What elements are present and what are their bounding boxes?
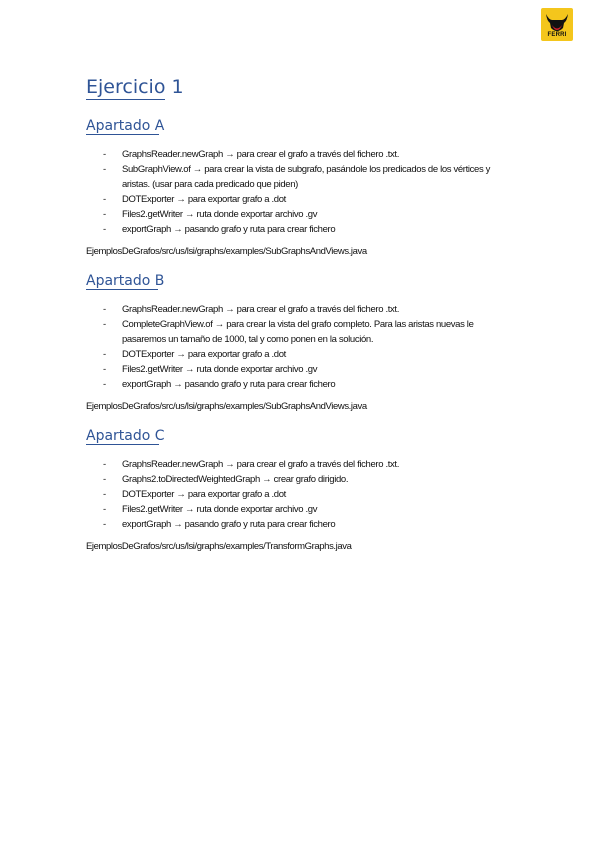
list-item: - Graphs2.toDirectedWeightedGraph → crear grafo dirigido. [0,472,599,487]
list-item: - DOTExporter → para exportar grafo a .dot [0,192,599,207]
section-list-c [0,457,599,532]
list-item: - Files2.getWriter → ruta donde exportar archivo .gv [0,207,599,222]
list-item: - GraphsReader.newGraph → para crear el grafo a través del fichero .txt. [0,302,599,317]
section-title-b: Apartado B [86,273,165,289]
section-title-c: Apartado C [86,428,165,444]
list-item: - exportGraph → pasando grafo y ruta para crear fichero [0,377,599,392]
source-path-a: EjemplosDeGrafos/src/us/lsi/graphs/examples/SubGraphsAndViews.java [86,246,367,257]
list-item: - GraphsReader.newGraph → para crear el grafo a través del fichero .txt. [0,457,599,472]
list-item: - DOTExporter → para exportar grafo a .dot [0,347,599,362]
list-item: - exportGraph → pasando grafo y ruta para crear fichero [0,517,599,532]
section-underline-c [86,444,159,445]
list-item: - exportGraph → pasando grafo y ruta para crear fichero [0,222,599,237]
source-path-c: EjemplosDeGrafos/src/us/lsi/graphs/examples/TransformGraphs.java [86,541,352,552]
section-underline-a [86,134,159,135]
page-title: Ejercicio 1 [86,76,184,98]
source-path-b: EjemplosDeGrafos/src/us/lsi/graphs/examples/SubGraphsAndViews.java [86,401,367,412]
section-title-a: Apartado A [86,118,165,134]
list-item: - SubGraphView.of → para crear la vista de subgrafo, pasándole los predicados de los vértices y aristas. (usar para cada predicado que piden) [0,162,599,192]
list-item: - Files2.getWriter → ruta donde exportar archivo .gv [0,362,599,377]
list-item: - DOTExporter → para exportar grafo a .dot [0,487,599,502]
ferri-logo [541,8,573,41]
section-list-a [0,147,599,237]
title-underline [86,99,165,100]
list-item: - GraphsReader.newGraph → para crear el grafo a través del fichero .txt. [0,147,599,162]
list-item: - Files2.getWriter → ruta donde exportar archivo .gv [0,502,599,517]
logo-text: FERRI [547,32,567,38]
list-item: - CompleteGraphView.of → para crear la vista del grafo completo. Para las aristas nuevas le pasaremos un tamaño de 1000, tal y como ponen en la solución. [0,317,599,347]
section-underline-b [86,289,158,290]
section-list-b [0,302,599,392]
